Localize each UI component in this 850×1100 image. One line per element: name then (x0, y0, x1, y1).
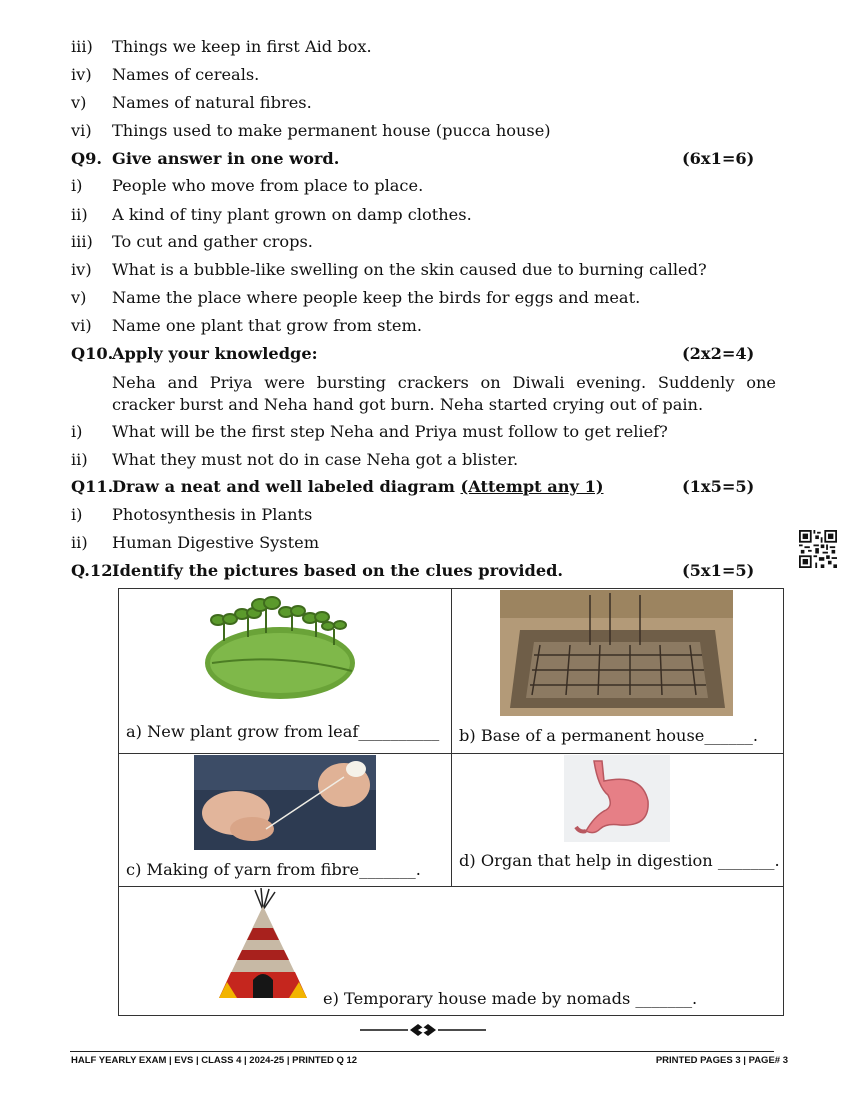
q8-item-text: Things used to make permanent house (pucca house) (112, 121, 551, 140)
q8-item-text: Things we keep in first Aid box. (112, 37, 372, 56)
qr-code-icon (799, 530, 837, 568)
q12-cell-d (451, 753, 784, 887)
q8-item-number: vi) (71, 121, 92, 140)
q9-item-text: Name the place where people keep the birds for eggs and meat. (112, 288, 641, 307)
leaf-plant-icon (202, 593, 358, 707)
q11-number: Q11. (71, 477, 114, 496)
stomach-organ-icon (564, 755, 670, 842)
q11-item-text: Photosynthesis in Plants (112, 505, 313, 524)
footer-page-info: PRINTED PAGES 3 | PAGE# 3 (655, 1055, 788, 1066)
q11-item-number: i) (71, 505, 83, 524)
q9-item-text: What is a bubble-like swelling on the skin caused due to burning called? (112, 260, 707, 279)
q9-item-text: To cut and gather crops. (112, 232, 313, 251)
tent-tipi-icon (217, 888, 309, 1002)
q9-item-number: iv) (71, 260, 92, 279)
q9-item-text: People who move from place to place. (112, 176, 424, 195)
q10-title: Apply your knowledge: (112, 344, 318, 363)
q9-item-number: i) (71, 176, 83, 195)
q9-marks: (6x1=6) (682, 149, 755, 168)
q9-number: Q9. (71, 149, 102, 168)
q9-item-number: v) (71, 288, 87, 307)
q11-item-number: ii) (71, 533, 88, 552)
q12-marks: (5x1=5) (682, 561, 755, 580)
q9-item-text: A kind of tiny plant grown on damp clothes. (112, 205, 472, 224)
q8-item-text: Names of natural fibres. (112, 93, 312, 112)
q11-title-line (112, 477, 604, 497)
q9-item-number: ii) (71, 205, 88, 224)
q10-number: Q10. (71, 344, 114, 363)
q9-item-number: vi) (71, 316, 92, 335)
q8-item-number: v) (71, 93, 87, 112)
q10-item-text: What will be the first step Neha and Priya must follow to get relief? (112, 422, 668, 441)
clue-a-text: a) New plant grow from leaf__________ (126, 722, 440, 741)
clue-b-text: b) Base of a permanent house______. (459, 726, 759, 745)
q10-passage: Neha and Priya were bursting crackers on Diwali evening. Suddenly one cracker burst and Neha hand got burn. Neha started crying out of pain. (112, 373, 776, 414)
q10-item-number: ii) (71, 450, 88, 469)
q8-item-number: iii) (71, 37, 93, 56)
footer-rule (70, 1051, 774, 1052)
q9-item-text: Name one plant that grow from stem. (112, 316, 422, 335)
q12-number: Q.12 (71, 561, 113, 580)
q12-cell-c (118, 753, 452, 887)
q12-cell-e (118, 886, 784, 1016)
q11-item-text: Human Digestive System (112, 533, 320, 552)
q12-title: Identify the pictures based on the clues provided. (112, 561, 564, 580)
clue-e-text: e) Temporary house made by nomads _______. (323, 989, 698, 1008)
foundation-construction-icon (500, 590, 733, 716)
q8-item-text: Names of cereals. (112, 65, 260, 84)
q12-cell-a (118, 588, 452, 754)
q12-cell-b (451, 588, 784, 754)
q10-item-number: i) (71, 422, 83, 441)
q9-item-number: iii) (71, 232, 93, 251)
q11-marks: (1x5=5) (682, 477, 755, 496)
q8-item-number: iv) (71, 65, 92, 84)
clue-c-text: c) Making of yarn from fibre_______. (126, 860, 421, 879)
ornament-divider-icon (360, 1022, 486, 1038)
clue-d-text: d) Organ that help in digestion _______. (459, 851, 780, 870)
spinning-yarn-icon (194, 755, 376, 850)
q11-attempt-note: (Attempt any 1) (460, 477, 604, 496)
q10-marks: (2x2=4) (682, 344, 755, 363)
q11-title: Draw a neat and well labeled diagram (112, 477, 455, 496)
q10-item-text: What they must not do in case Neha got a blister. (112, 450, 519, 469)
footer-exam-info: HALF YEARLY EXAM | EVS | CLASS 4 | 2024-25 | PRINTED Q 12 (71, 1055, 358, 1066)
q9-title: Give answer in one word. (112, 149, 340, 168)
